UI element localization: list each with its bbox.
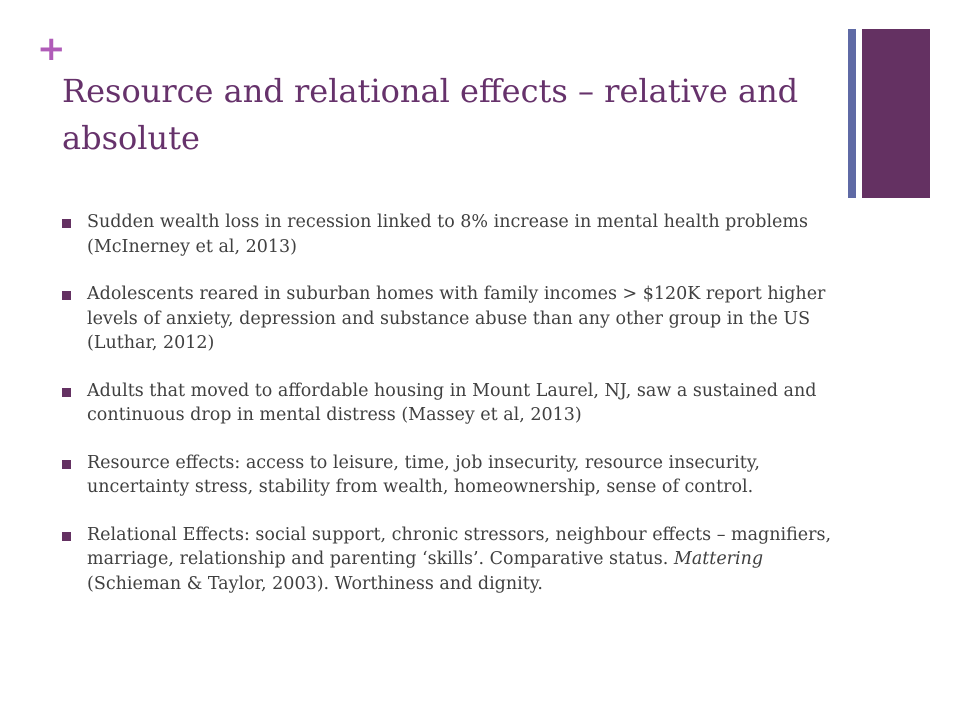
plus-symbol: +: [37, 29, 66, 69]
italic-term: Mattering: [673, 549, 764, 569]
square-bullet-icon: [62, 219, 71, 228]
slide-title: Resource and relational effects – relative and absolute: [62, 72, 799, 157]
bullet-text: Adults that moved to affordable housing in Mount Laurel, NJ, saw a sustained and continuous drop in mental distress (Massey et al, 2013): [87, 380, 817, 425]
bullet-list: [62, 210, 842, 619]
bullet-text: [87, 525, 831, 594]
bullet-item: [62, 282, 842, 356]
bullet-text-part: Relational Effects: social support, chronic stressors, neighbour effects – magnifiers, marriage, relationship and parenting ‘skills’. Comparative status.: [87, 524, 832, 569]
square-bullet-icon: [62, 532, 71, 541]
bullet-item: [62, 451, 842, 500]
bullet-text-part: (Schieman & Taylor, 2003). Worthiness and dignity.: [87, 573, 543, 594]
square-bullet-icon: [62, 388, 71, 397]
bullet-item: [62, 523, 842, 597]
accent-bar-thin: [848, 29, 856, 198]
accent-bar-thick: [862, 29, 930, 198]
bullet-text: Resource effects: access to leisure, time, job insecurity, resource insecurity, uncertainty stress, stability from wealth, homeownership, sense of control.: [87, 452, 760, 497]
bullet-text: Adolescents reared in suburban homes with family incomes > $120K report higher levels of anxiety, depression and substance abuse than any other group in the US (Luthar, 2012): [87, 284, 826, 353]
square-bullet-icon: [62, 460, 71, 469]
bullet-text: Sudden wealth loss in recession linked to 8% increase in mental health problems (McInerney et al, 2013): [87, 212, 808, 257]
square-bullet-icon: [62, 291, 71, 300]
bullet-item: [62, 210, 842, 259]
bullet-item: [62, 379, 842, 428]
